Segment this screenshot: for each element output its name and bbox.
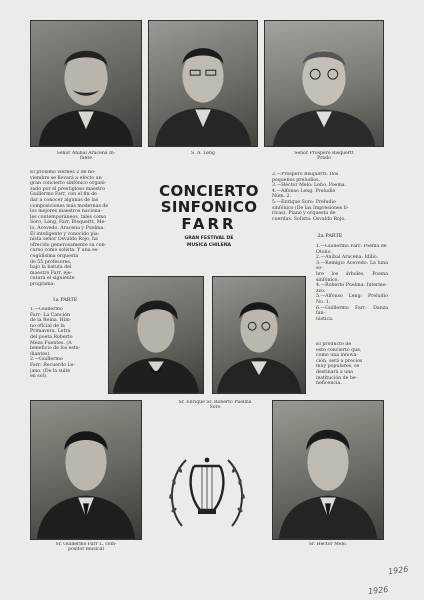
- photo-soro: [108, 276, 204, 394]
- photo-leng: [148, 20, 258, 147]
- handwritten-year-2: 1926: [367, 584, 389, 597]
- portrait-farr: [31, 401, 141, 539]
- title-sub1: GRAN FESTIVAL DE: [184, 236, 234, 241]
- title-line3: FARR: [181, 215, 237, 233]
- photo-arancena: [30, 20, 142, 147]
- caption-arancena: Señor Aníbal Aracena In- fante: [56, 151, 116, 162]
- caption-bisquertt: Señor Próspero Bisquertt Prado: [294, 151, 354, 162]
- portrait-soro: [109, 277, 203, 393]
- lyre-emblem: [162, 448, 252, 538]
- portrait-bisquertt: [265, 21, 383, 146]
- title-line1: CONCIERTO: [159, 182, 259, 200]
- program-part1-continued: 2.—Próspero Bisquertt: Dos pequeños preludios. 3.—Héctor Melo: Leño, Poema. 4.—Alfonso Leng: Preludio Núm. 2. 5.—Enrique Soro: Preludio sinfónico (De las Impresiones lí- ricas). Piano y orquesta de cuerdas. Solista: Osvaldo Rojo.: [272, 172, 349, 222]
- program-part1-heading: 1a PARTE: [52, 297, 78, 303]
- intro-paragraph: El próximo viernes 2 de no- viembre se llevará a efecto un gran concierto sinfónico organi- zado por el prestigioso maestro Guillermo Farr, con el fin de dar a conocer algunas de las composiciones más modernas de los mejores maestros naciona- les contemporáneos, tales como Soro, Leng, Farr, Bisquertt, Me- lo, Acevedo, Aracena y Puelma. El inteligente y conocido pia- nista señor Osvaldo Rojo, ha ofrecido generosamente su con- curso como solista. Y una es- cogidísima orquesta de 55 profesores, bajo la batuta del maestro Farr, eje- cutará el siguiente programa:: [30, 170, 109, 287]
- photo-farr: [30, 400, 142, 540]
- closing-paragraph: El producto de este concierto que, como una innova- ción, será a precios muy populares, se destinará a una institución de be- neficencia.: [316, 342, 363, 387]
- caption-leng: S. A. Leng: [191, 151, 215, 156]
- portrait-melo: [273, 401, 383, 539]
- photo-melo: [272, 400, 384, 540]
- title-line2: SINFONICO: [160, 198, 258, 216]
- handwritten-year-1: 1926: [387, 564, 409, 577]
- program-part2-heading: 2a PARTE: [317, 233, 343, 239]
- photo-puelma: [212, 276, 306, 394]
- lyre-icon: [162, 448, 252, 538]
- program-part2-items: 1.—Guillermo Farr: Poema de Otoño. 2.—Aníbal Aracena: Idilio. 3.—Remigio Acevedo: La luna so- bre los árboles. Poema sinfónico. 4.—Roberto Puelma: Interme- zzo. 5.—Alfonso Leng: Preludio No. 1. 6.—Guillermo Farr: Danza fan- tástica.: [316, 244, 388, 322]
- photo-bisquertt: [264, 20, 384, 147]
- caption-farr: Sr. Guillermo Farr L. com- positor musical: [55, 542, 117, 553]
- program-part1-items: 1.—Guillermo Farr: La Canción de la Reina. Him- no oficial de la Primavera. Letra del poeta Roberto Meza Fuentes. (A beneficio de los estu- diantes). 2.—Guillermo Farr: Recuerdo Le- jano. (De la suite en sol).: [30, 307, 81, 380]
- title-sub2: MUSICA CHILENA: [186, 243, 232, 248]
- portrait-puelma: [213, 277, 305, 393]
- portrait-arancena: [31, 21, 141, 146]
- portrait-leng: [149, 21, 257, 146]
- caption-puelma-soro: Sr. Enrique Sr. Roberto Puelma Soro: [178, 400, 252, 411]
- caption-melo: Sr. Héctor Melo.: [308, 542, 348, 547]
